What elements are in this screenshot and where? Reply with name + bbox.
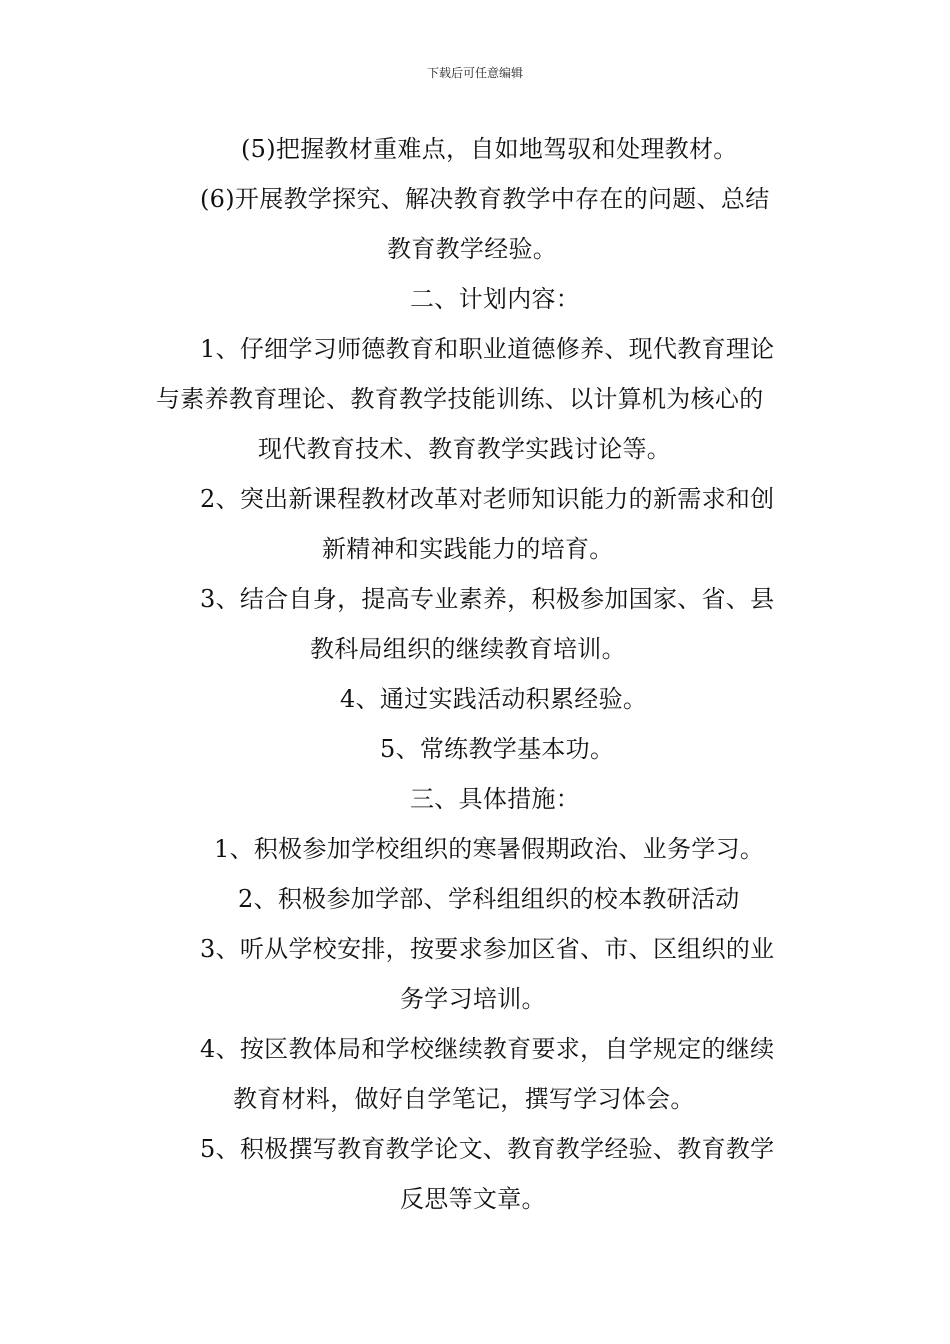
text-line: 1、积极参加学校组织的寒暑假期政治、业务学习。 [214, 835, 765, 863]
text-line: 5、积极撰写教育教学论文、教育教学经验、教育教学 [200, 1135, 775, 1163]
text-line: 3、结合自身，提高专业素养，积极参加国家、省、县 [200, 585, 775, 613]
text-line: 4、通过实践活动积累经验。 [340, 685, 648, 713]
page-header: 下载后可任意编辑 [426, 66, 523, 80]
text-line: 教科局组织的继续教育培训。 [310, 635, 626, 663]
text-line: (6)开展教学探究、解决教育教学中存在的问题、总结 [200, 185, 770, 213]
text-line: (5)把握教材重难点，自如地驾驭和处理教材。 [241, 135, 738, 163]
section-heading: 二、计划内容： [410, 285, 581, 313]
text-line: 教育教学经验。 [387, 235, 558, 263]
text-line: 反思等文章。 [400, 1185, 546, 1213]
text-line: 教育材料，做好自学笔记，撰写学习体会。 [233, 1085, 695, 1113]
text-line: 与素养教育理论、教育教学技能训练、以计算机为核心的 [156, 385, 764, 413]
text-line: 3、听从学校安排，按要求参加区省、市、区组织的业 [200, 935, 775, 963]
text-line: 现代教育技术、教育教学实践讨论等。 [258, 435, 672, 463]
text-line: 5、常练教学基本功。 [380, 735, 615, 763]
text-line: 4、按区教体局和学校继续教育要求，自学规定的继续 [200, 1035, 775, 1063]
text-line: 务学习培训。 [400, 985, 546, 1013]
text-line: 新精神和实践能力的培育。 [322, 535, 614, 563]
section-heading: 三、具体措施： [410, 785, 581, 813]
text-line: 1、仔细学习师德教育和职业道德修养、现代教育理论 [200, 335, 775, 363]
text-line: 2、突出新课程教材改革对老师知识能力的新需求和创 [200, 485, 775, 513]
text-line: 2、积极参加学部、学科组组织的校本教研活动 [238, 885, 740, 913]
